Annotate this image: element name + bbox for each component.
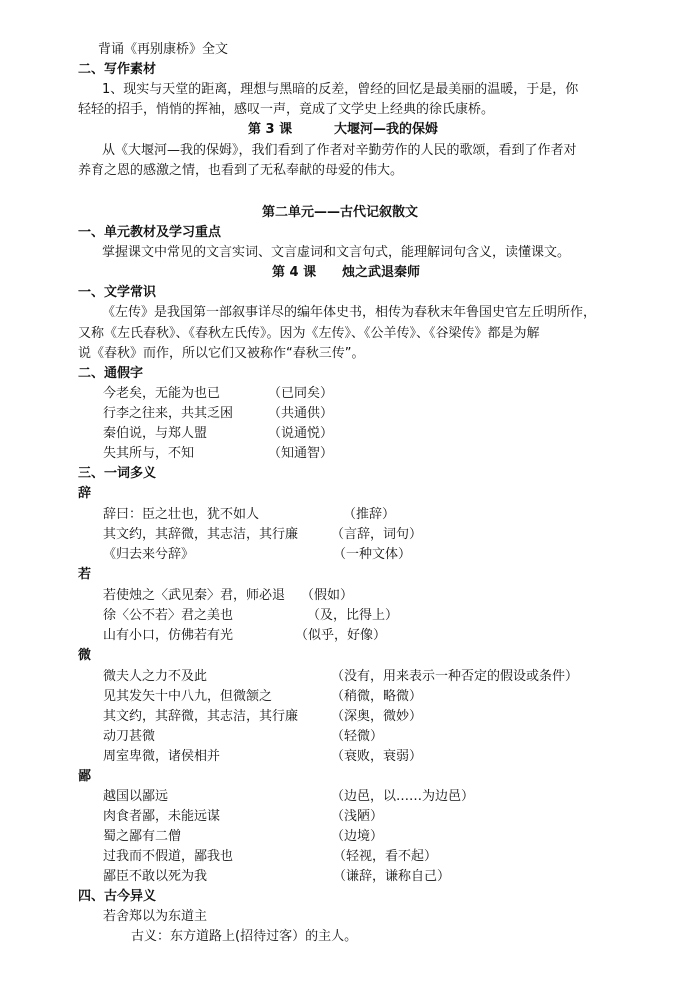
polysemy-example: 微夫人之力不及此 [103, 669, 208, 684]
lesson-3-number: 第 3 课 [248, 122, 293, 137]
lesson-4-number: 第 4 课 [272, 265, 317, 280]
writing-paragraph-line: 1、现实与天堂的距离，理想与黑暗的反差，曾经的回忆是最美丽的温暖，于是，你 [102, 82, 579, 97]
polysemy-example: 《归去来兮辞》 [103, 547, 195, 562]
section-heading-tongjia: 二、通假字 [78, 366, 144, 381]
unit-2-title: 第二单元——古代记叙散文 [262, 205, 419, 220]
polysemy-example: 若使烛之〈武见秦〉君，师必退 [103, 588, 286, 603]
polysemy-note: （衰败，衰弱） [331, 749, 423, 764]
polysemy-example: 越国以鄙远 [103, 789, 169, 804]
polysemy-example: 肉食者鄙，未能远谋 [103, 809, 221, 824]
polysemy-example: 徐〈公不若〉君之美也 [103, 608, 234, 623]
polysemy-char-bi: 鄙 [78, 769, 92, 784]
tongjia-example: 失其所与，不知 [103, 446, 195, 461]
polysemy-note: （没有，用来表示一种否定的假设或条件） [331, 669, 579, 684]
polysemy-note: （及，比得上） [307, 608, 399, 623]
tongjia-example: 行李之往来，共其乏困 [103, 406, 234, 421]
polysemy-example: 山有小口，仿佛若有光 [103, 628, 234, 643]
polysemy-note: （边境） [331, 829, 384, 844]
polysemy-note: （轻微） [331, 729, 384, 744]
polysemy-example: 蜀之鄙有二僧 [103, 829, 182, 844]
polysemy-example: 见其发矢十中八九，但微颔之 [103, 689, 273, 704]
focus-text: 掌握课文中常见的文言实词、文言虚词和文言句式，能理解词句含义，读懂课文。 [102, 245, 571, 260]
polysemy-example: 动刀甚微 [103, 729, 156, 744]
tongjia-note: （说通悦） [268, 426, 334, 441]
lesson-3-summary-line: 从《大堰河—我的保姆》，我们看到了作者对辛勤劳作的人民的歌颂，看到了作者对 [102, 143, 577, 158]
recite-instruction: 背诵《再别康桥》全文 [98, 42, 229, 57]
literature-line: 又称《左氏春秋》、《春秋左氏传》。因为《左传》、《公羊传》、《谷梁传》都是为解 [78, 326, 540, 341]
tongjia-example: 秦伯说，与郑人盟 [103, 426, 208, 441]
polysemy-note: （边邑，以……为边邑） [331, 789, 475, 804]
tongjia-note: （共通供） [268, 406, 334, 421]
polysemy-note: （浅陋） [331, 809, 384, 824]
tongjia-note: （已同矣） [268, 386, 334, 401]
polysemy-example: 其文约，其辞微，其志洁，其行廉 [103, 527, 299, 542]
tongjia-note: （知通智） [268, 446, 334, 461]
writing-paragraph-line: 轻轻的招手，悄悄的挥袖，感叹一声，竟成了文学史上经典的徐氏康桥。 [78, 102, 495, 117]
polysemy-char-ruo: 若 [78, 567, 92, 582]
section-heading-gujin: 四、古今异义 [78, 889, 157, 904]
polysemy-note: （假如） [301, 588, 354, 603]
polysemy-note: （稍微，略微） [331, 689, 423, 704]
section-heading-literature: 一、文学常识 [78, 285, 157, 300]
lesson-3-summary-line: 养育之恩的感激之情，也看到了无私奉献的母爱的伟大。 [78, 163, 404, 178]
polysemy-note: （轻视，看不起） [333, 849, 438, 864]
polysemy-example: 辞曰：臣之壮也，犹不如人 [103, 507, 260, 522]
tongjia-example: 今老矣，无能为也已 [103, 386, 221, 401]
polysemy-char-ci: 辞 [78, 486, 92, 501]
polysemy-note: （推辞） [343, 507, 396, 522]
polysemy-example: 鄙臣不敢以死为我 [103, 869, 208, 884]
polysemy-note: （深奥，微妙） [331, 709, 423, 724]
polysemy-note: （言辞，词句） [331, 527, 423, 542]
gujin-ancient-meaning: 古义：东方道路上(招待过客）的主人。 [131, 929, 358, 944]
polysemy-example: 周室卑微，诸侯相并 [103, 749, 221, 764]
polysemy-example: 过我而不假道，鄙我也 [103, 849, 234, 864]
polysemy-note: （一种文体） [333, 547, 412, 562]
section-heading-focus: 一、单元教材及学习重点 [78, 225, 222, 240]
literature-line: 说《春秋》而作，所以它们又被称作“春秋三传”。 [78, 346, 365, 361]
polysemy-char-wei: 微 [78, 648, 92, 663]
gujin-example: 若舍郑以为东道主 [103, 909, 208, 924]
polysemy-example: 其文约，其辞微，其志洁，其行廉 [103, 709, 299, 724]
polysemy-note: （似乎，好像） [295, 628, 387, 643]
literature-line: 《左传》是我国第一部叙事详尽的编年体史书，相传为春秋末年鲁国史官左丘明所作， [102, 305, 597, 320]
lesson-3-title: 大堰河—我的保姆 [334, 122, 439, 137]
section-heading-polysemy: 三、一词多义 [78, 466, 157, 481]
polysemy-note: （谦辞，谦称自己） [333, 869, 451, 884]
lesson-4-title: 烛之武退秦师 [342, 265, 421, 280]
section-heading-writing: 二、写作素材 [78, 62, 157, 77]
